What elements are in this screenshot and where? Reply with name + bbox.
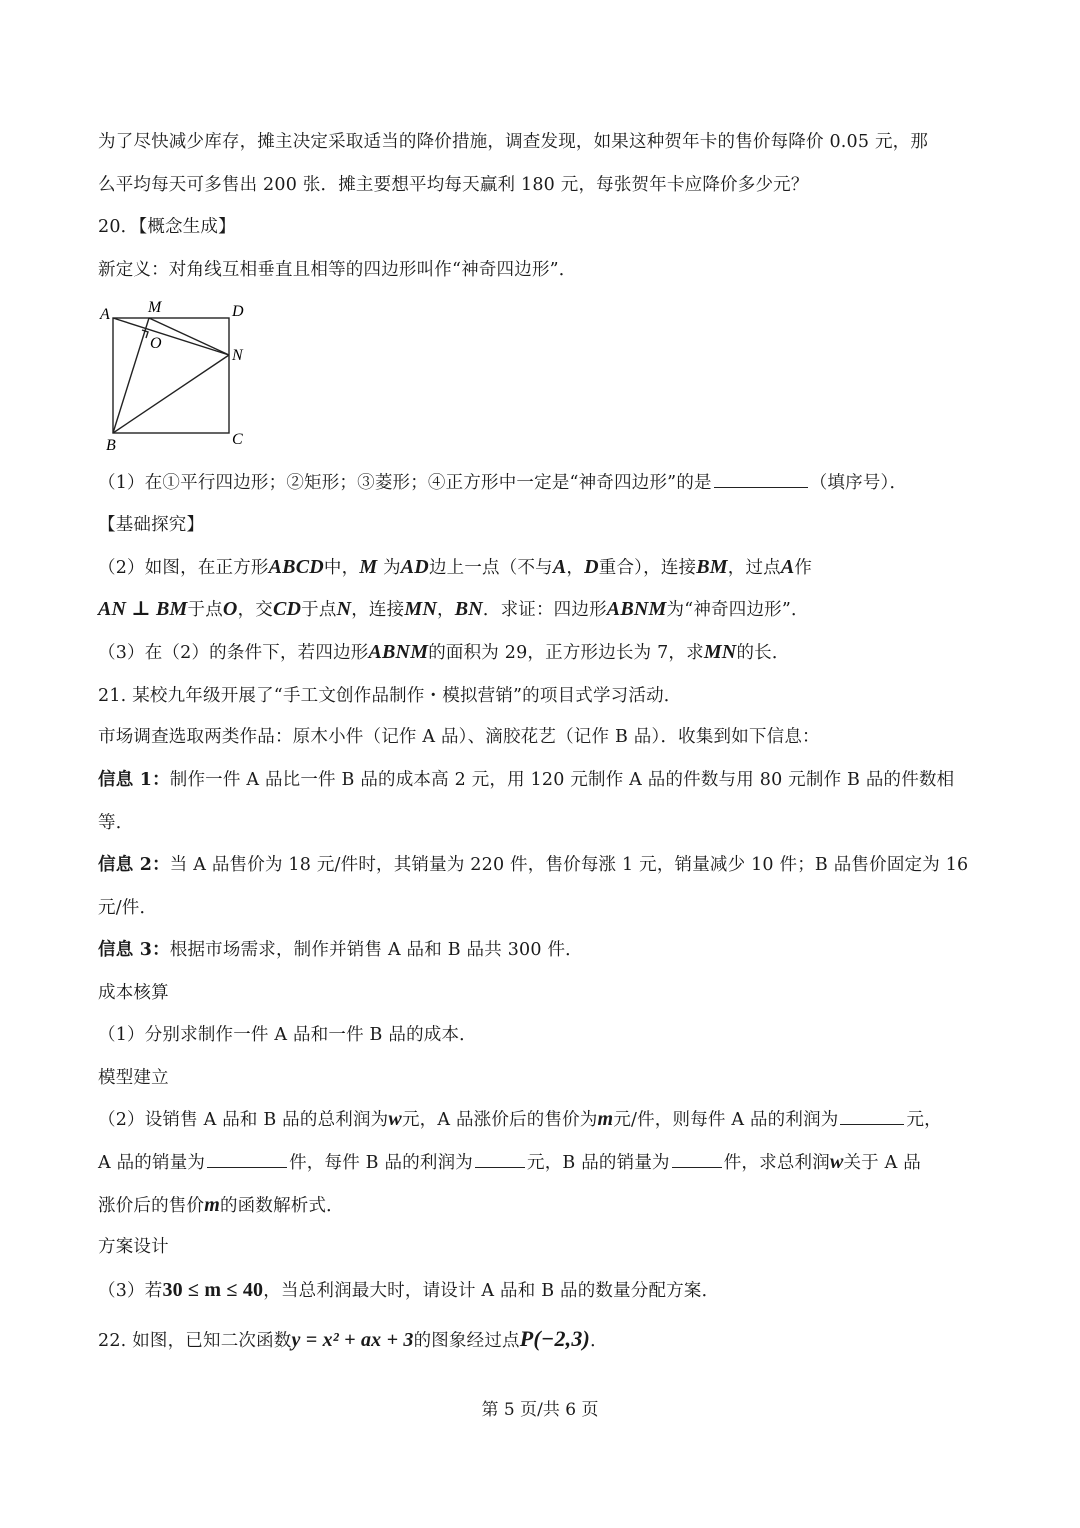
figure-label-m: M xyxy=(148,299,162,316)
model-heading: 模型建立 xyxy=(98,1068,169,1088)
info-1-cont: 等． xyxy=(98,813,134,833)
question-20-part-1: （1）在①平行四边形；②矩形；③菱形；④正方形中一定是“神奇四边形”的是 （填序号）． xyxy=(98,469,907,496)
question-21-part-2: （2）设销售 A 品和 B 品的总利润为w元，A 品涨价后的售价为m元/件，则每件 A 品的利润为 元， xyxy=(98,1108,942,1130)
answer-blank xyxy=(207,1149,287,1168)
market-survey-text: 市场调查选取两类作品：原木小件（记作 A 品）、滴胶花艺（记作 B 品）．收集到如下信息： xyxy=(98,727,820,747)
question-22: 22. 如图，已知二次函数y = x² + ax + 3的图象经过点P(−2,3)． xyxy=(98,1326,608,1351)
answer-blank xyxy=(672,1149,722,1168)
info-1: 信息 1：制作一件 A 品比一件 B 品的成本高 2 元，用 120 元制作 A 品的件数与用 80 元制作 B 品的件数相 xyxy=(98,770,955,790)
question-21-heading: 21. 某校九年级开展了“手工文创作品制作・模拟营销”的项目式学习活动． xyxy=(98,686,682,706)
info-2-cont: 元/件． xyxy=(98,898,158,918)
figure-label-o: O xyxy=(150,335,162,352)
question-21-part-3: （3）若30 ≤ m ≤ 40，当总利润最大时，请设计 A 品和 B 品的数量分配方案． xyxy=(98,1279,720,1301)
figure-label-b: B xyxy=(106,437,116,454)
text-line: 为了尽快减少库存，摊主决定采取适当的降价措施，调查发现，如果这种贺年卡的售价每降价 0.05 元，那 xyxy=(98,132,929,152)
figure-label-c: C xyxy=(232,431,243,448)
plan-heading: 方案设计 xyxy=(98,1237,169,1257)
answer-blank xyxy=(714,469,808,488)
info-2: 信息 2：当 A 品售价为 18 元/件时，其销量为 220 件，售价每涨 1 元，销量减少 10 件；B 品售价固定为 16 xyxy=(98,855,969,875)
question-20-heading: 20．【概念生成】 xyxy=(98,217,236,237)
question-20-part-3: （3）在（2）的条件下，若四边形ABNM的面积为 29，正方形边长为 7，求MN的长． xyxy=(98,641,790,663)
question-21-part-1: （1）分别求制作一件 A 品和一件 B 品的成本． xyxy=(98,1025,477,1045)
question-21-part-2-cont: A 品的销量为 件，每件 B 品的利润为 元，B 品的销量为 件，求总利润w关于 A 品 xyxy=(98,1151,921,1173)
cost-heading: 成本核算 xyxy=(98,983,169,1003)
figure-label-n: N xyxy=(232,347,243,364)
figure-label-a: A xyxy=(100,306,110,323)
basic-explore-heading: 【基础探究】 xyxy=(98,515,205,535)
square-figure xyxy=(96,294,256,454)
answer-blank xyxy=(840,1106,904,1125)
info-3: 信息 3：根据市场需求，制作并销售 A 品和 B 品共 300 件． xyxy=(98,940,583,960)
definition-text: 新定义：对角线互相垂直且相等的四边形叫作“神奇四边形”． xyxy=(98,260,577,280)
question-21-part-2-end: 涨价后的售价m的函数解析式． xyxy=(98,1194,344,1216)
figure-label-d: D xyxy=(232,303,244,320)
question-20-part-2: （2）如图，在正方形ABCD中，M 为AD边上一点（不与A，D重合），连接BM，过点A作 xyxy=(98,556,813,578)
question-20-part-2-cont: AN ⊥ BM于点O，交CD于点N，连接MN，BN．求证：四边形ABNM为“神奇四边形”． xyxy=(98,598,809,620)
answer-blank xyxy=(475,1149,525,1168)
page-footer: 第 5 页/共 6 页 xyxy=(481,1400,599,1420)
text-line: 么平均每天可多售出 200 张．摊主要想平均每天赢利 180 元，每张贺年卡应降价多少元？ xyxy=(98,175,809,195)
